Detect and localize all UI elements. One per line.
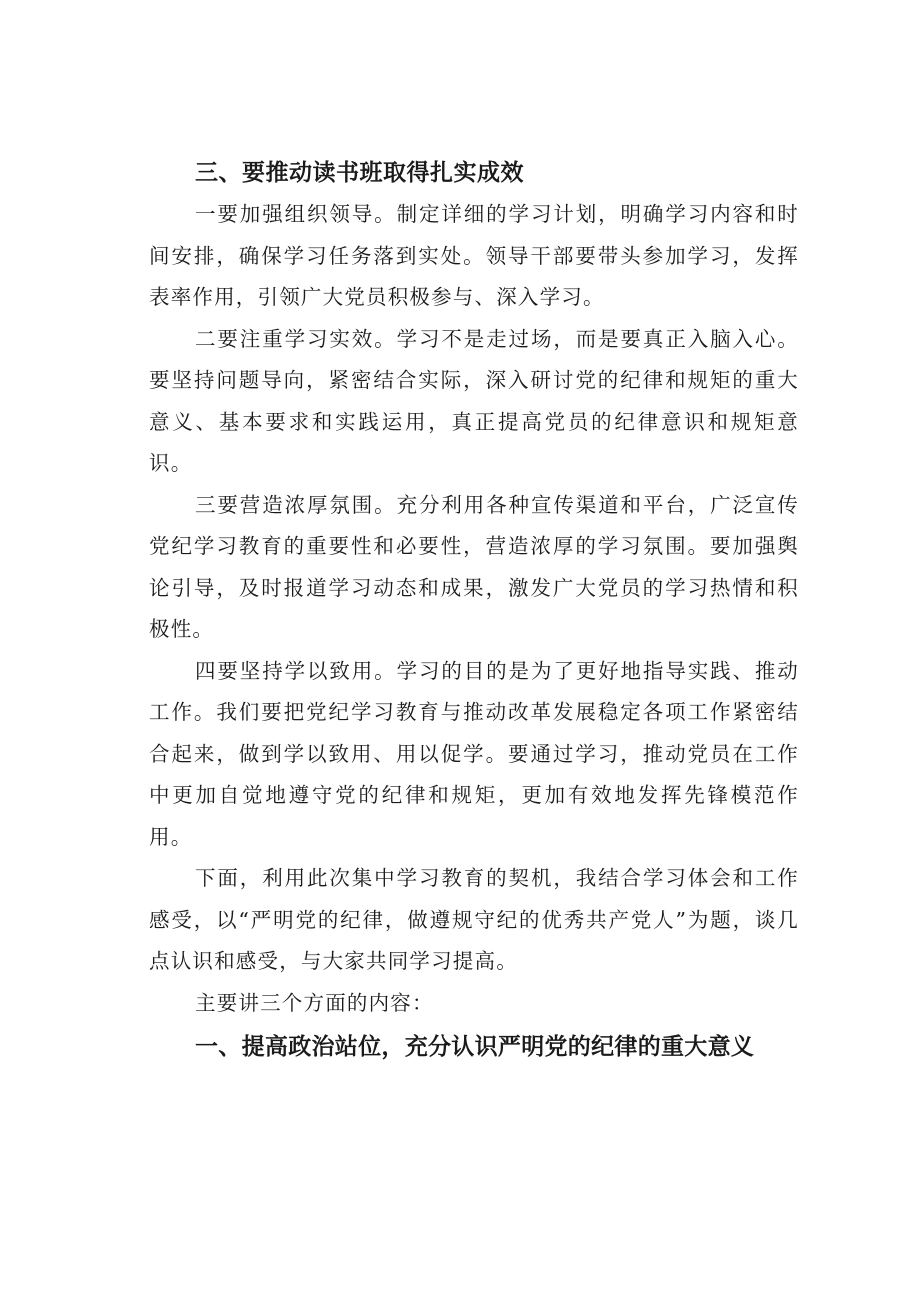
section-heading: 三、要推动读书班取得扎实成效 — [195, 160, 524, 186]
document-body — [149, 156, 799, 1068]
paragraph-outline: 主要讲三个方面的内容： — [195, 990, 434, 1015]
paragraph-effectiveness: 二要注重学习实效。学习不是走过场，而是要真正入脑入心。要坚持问题导向，紧密结合实际，深入研讨党的纪律和规矩的重大意义、基本要求和实践运用，真正提高党员的纪律意识和规矩意识。 — [149, 326, 799, 475]
paragraph-application: 四要坚持学以致用。学习的目的是为了更好地指导实践、推动工作。我们要把党纪学习教育与推动改革发展稳定各项工作紧密结合起来，做到学以致用、用以促学。要通过学习，推动党员在工作中更加自觉地遵守党的纪律和规矩，更加有效地发挥先锋模范作用。 — [149, 658, 799, 849]
paragraph-atmosphere: 三要营造浓厚氛围。充分利用各种宣传渠道和平台，广泛宣传党纪学习教育的重要性和必要性，营造浓厚的学习氛围。要加强舆论引导，及时报道学习动态和成果，激发广大党员的学习热情和积极性。 — [149, 492, 799, 641]
paragraph-introduction: 下面，利用此次集中学习教育的契机，我结合学习体会和工作感受，以“严明党的纪律，做遵规守纪的优秀共产党人”为题，谈几点认识和感受，与大家共同学习提高。 — [149, 866, 799, 973]
subsection-heading: 一、提高政治站位，充分认识严明党的纪律的重大意义 — [195, 1034, 755, 1060]
paragraph-organization: 一要加强组织领导。制定详细的学习计划，明确学习内容和时间安排，确保学习任务落到实处。领导干部要带头参加学习，发挥表率作用，引领广大党员积极参与、深入学习。 — [149, 202, 799, 309]
